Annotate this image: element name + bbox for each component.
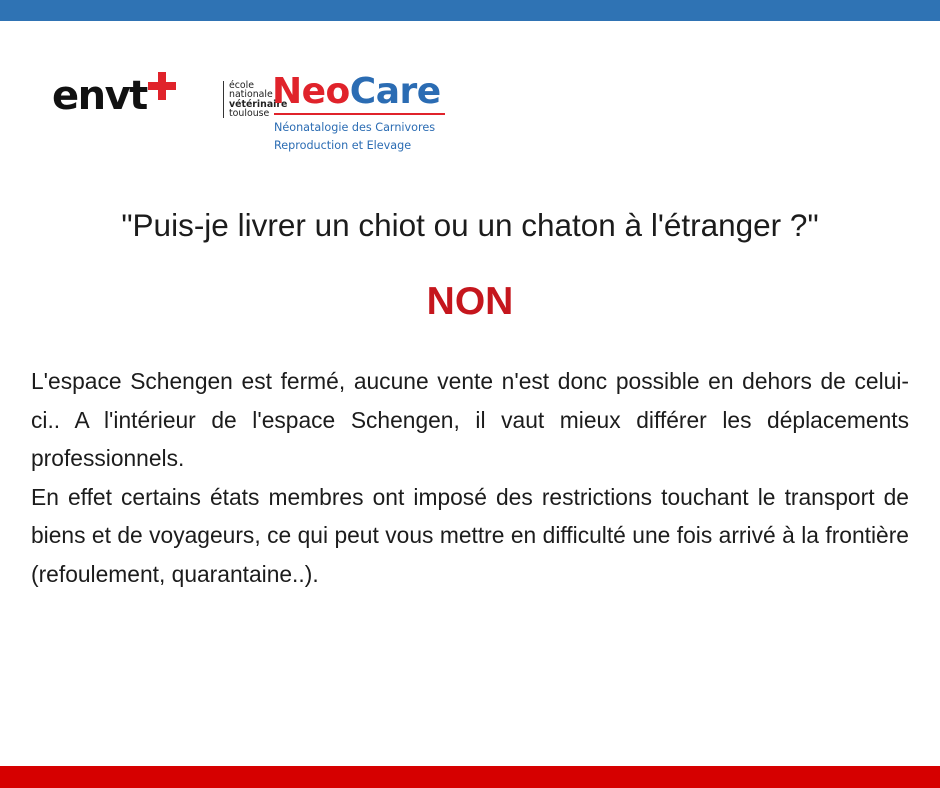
- top-color-bar: [0, 0, 940, 21]
- neocare-word-care: Care: [349, 71, 441, 112]
- question-heading: "Puis-je livrer un chiot ou un chaton à l'étranger ?": [121, 207, 819, 243]
- neocare-subtitle-line: Néonatalogie des Carnivores: [274, 121, 436, 134]
- envt-tagline-line: école: [229, 80, 255, 91]
- neocare-word-neo: Neo: [272, 71, 350, 112]
- neocare-subtitle-line: Reproduction et Elevage: [274, 139, 412, 152]
- logo-divider: [223, 81, 224, 118]
- envt-logo: [52, 70, 288, 122]
- body-paragraph: En effet certains états membres ont imposé des restrictions touchant le transport de biens et de voyageurs, ce qui peut vous mettre en difficulté une fois arrivé à la frontière (refoulement, quarantaine..).: [31, 483, 909, 587]
- body-text: [31, 362, 909, 594]
- answer-heading: NON: [426, 280, 514, 323]
- neocare-underline: [274, 113, 445, 115]
- envt-tagline-line: nationale: [229, 89, 273, 101]
- neocare-wordmark: [272, 72, 441, 112]
- bottom-color-bar: [0, 766, 940, 788]
- neocare-subtitle: [274, 119, 435, 155]
- medical-cross-icon: [146, 70, 178, 102]
- envt-tagline-line: toulouse: [229, 108, 270, 120]
- envt-wordmark: envt: [52, 73, 147, 119]
- neocare-logo: [272, 72, 462, 162]
- body-paragraph: L'espace Schengen est fermé, aucune vente n'est donc possible en dehors de celui-ci.. A l'intérieur de l'espace Schengen, il vaut mieux différer les déplacements professionnels.: [31, 368, 909, 472]
- envt-tagline-line: vétérinaire: [229, 98, 288, 110]
